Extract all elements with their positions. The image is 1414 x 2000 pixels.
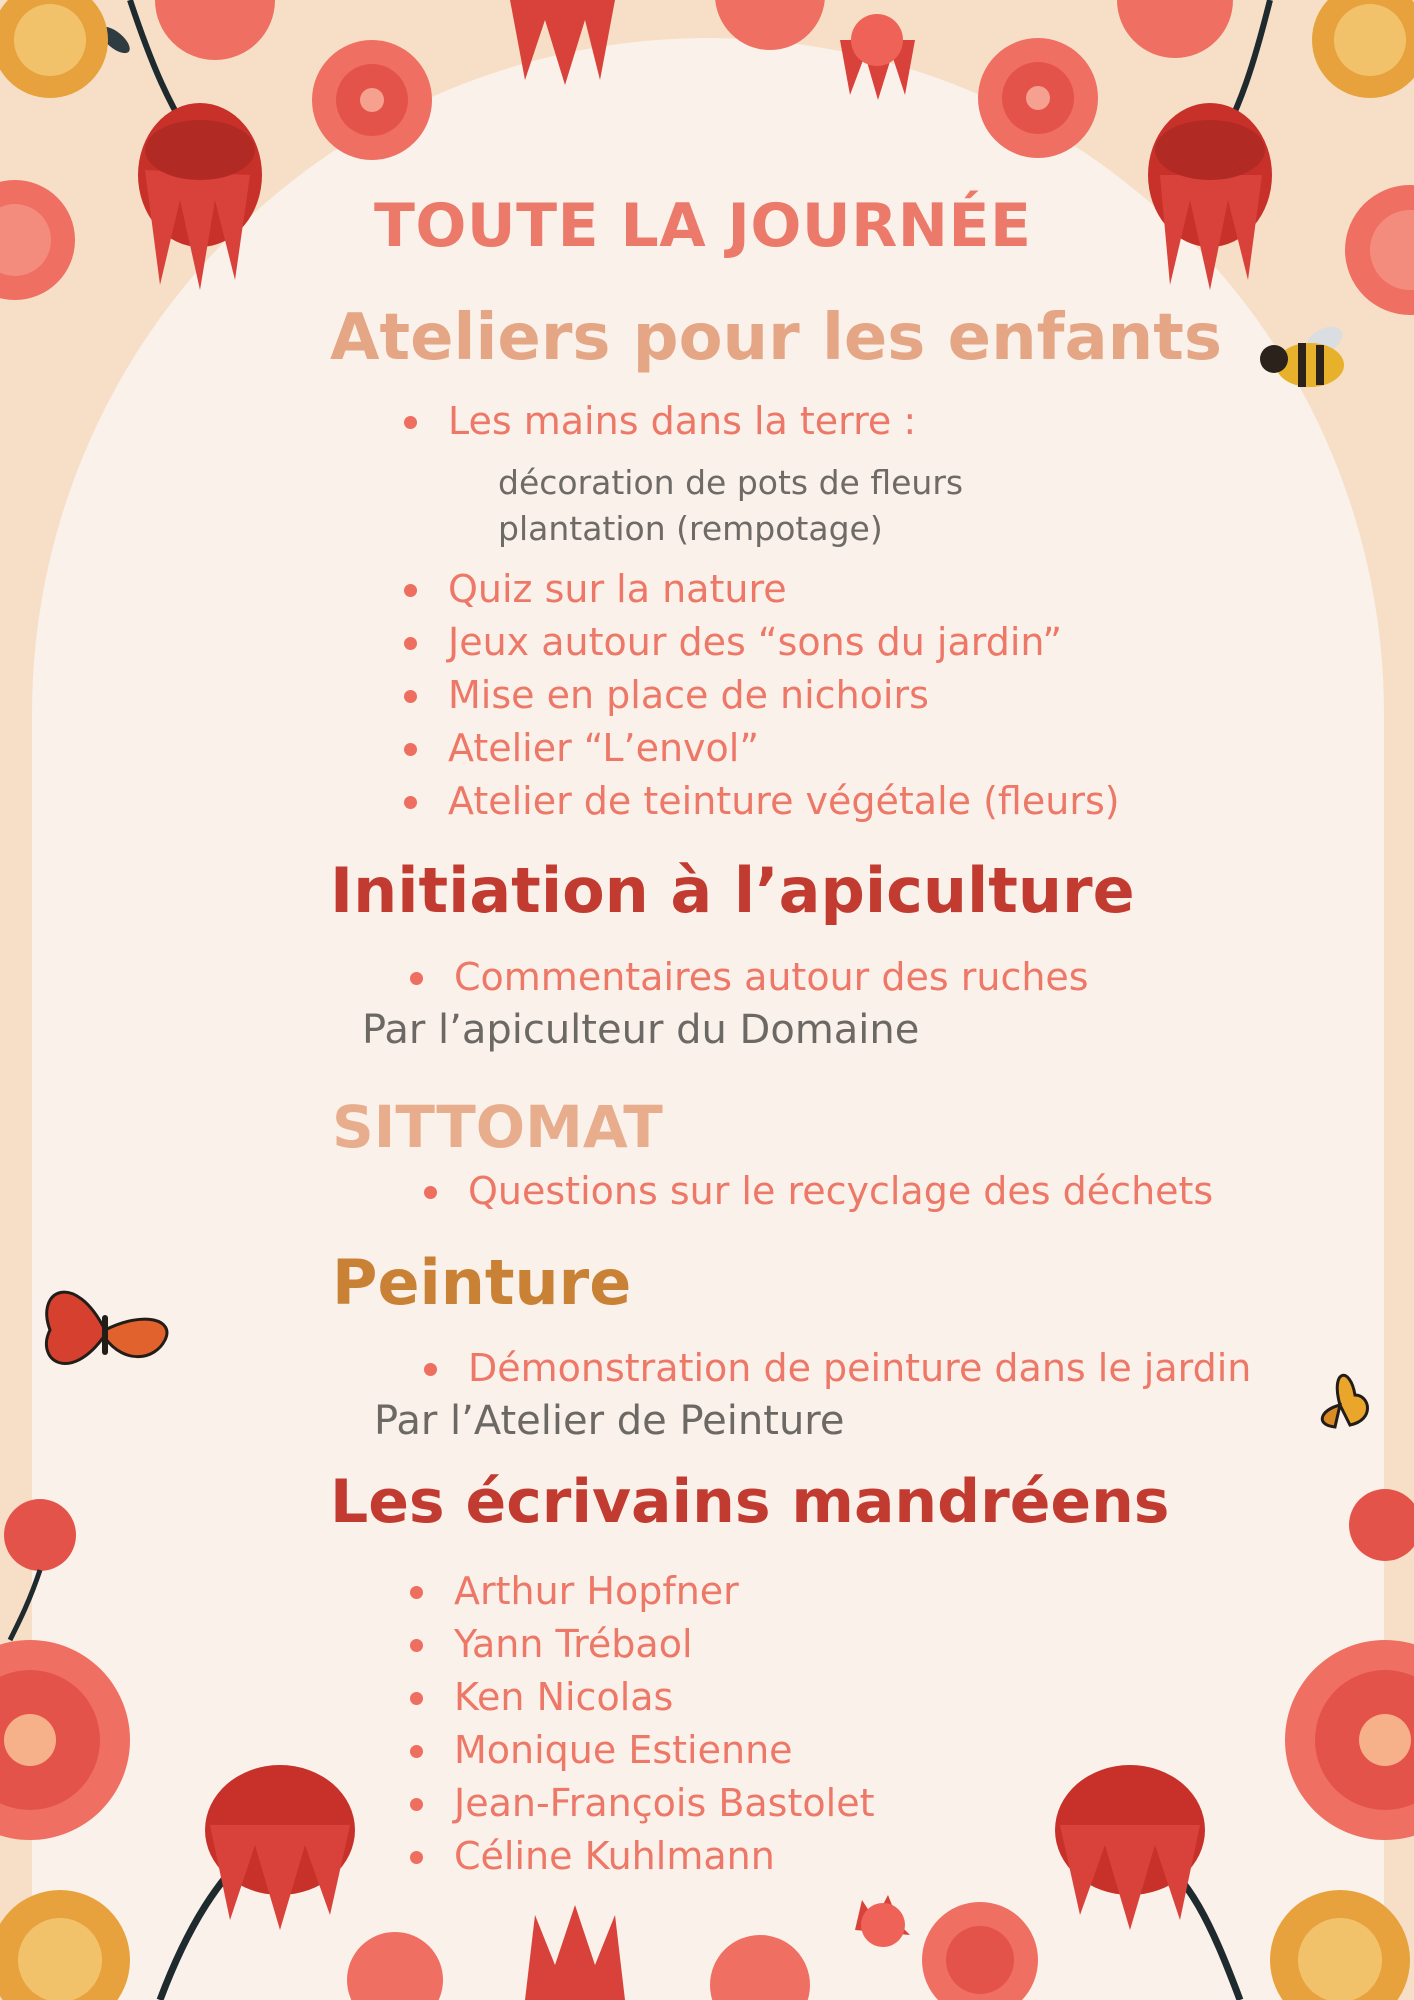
- section-heading-ecrivains: Les écrivains mandréens: [330, 1467, 1170, 1537]
- bullet-icon: [404, 796, 417, 809]
- list-item: Monique Estienne: [454, 1731, 793, 1769]
- list-item: Questions sur le recyclage des déchets: [468, 1172, 1213, 1210]
- bullet-icon: [404, 584, 417, 597]
- list-item: Démonstration de peinture dans le jardin: [468, 1349, 1251, 1387]
- sub-list-item: décoration de pots de fleurs: [498, 463, 964, 502]
- list-item: Jean-François Bastolet: [454, 1784, 874, 1822]
- list-item: Atelier de teinture végétale (fleurs): [448, 782, 1120, 820]
- section-heading-peinture: Peinture: [332, 1246, 632, 1319]
- list-item: Yann Trébaol: [454, 1625, 693, 1663]
- bullet-icon: [424, 1186, 437, 1199]
- section-heading-ateliers: Ateliers pour les enfants: [330, 301, 1222, 375]
- attribution-text: Par l’apiculteur du Domaine: [362, 1007, 920, 1053]
- list-item: Ken Nicolas: [454, 1678, 673, 1716]
- bullet-icon: [410, 1586, 423, 1599]
- bullet-icon: [410, 1692, 423, 1705]
- list-item: Jeux autour des “sons du jardin”: [448, 623, 1062, 661]
- bullet-icon: [404, 690, 417, 703]
- bullet-icon: [410, 1798, 423, 1811]
- bullet-icon: [410, 972, 423, 985]
- bullet-icon: [424, 1363, 437, 1376]
- section-heading-sittomat: SITTOMAT: [332, 1093, 663, 1161]
- list-item: Quiz sur la nature: [448, 570, 787, 608]
- sub-list-item: plantation (rempotage): [498, 509, 883, 548]
- bullet-icon: [404, 416, 417, 429]
- list-item: Commentaires autour des ruches: [454, 958, 1089, 996]
- section-heading-apiculture: Initiation à l’apiculture: [330, 854, 1135, 927]
- list-item: Céline Kuhlmann: [454, 1837, 775, 1875]
- list-item: Atelier “L’envol”: [448, 729, 759, 767]
- list-item: Mise en place de nichoirs: [448, 676, 929, 714]
- list-item: Les mains dans la terre :: [448, 402, 916, 440]
- page-title: TOUTE LA JOURNÉE: [374, 191, 1032, 261]
- attribution-text: Par l’Atelier de Peinture: [374, 1398, 845, 1444]
- bullet-icon: [404, 637, 417, 650]
- bullet-icon: [410, 1745, 423, 1758]
- bullet-icon: [404, 743, 417, 756]
- bullet-icon: [410, 1639, 423, 1652]
- list-item: Arthur Hopfner: [454, 1572, 739, 1610]
- bullet-icon: [410, 1851, 423, 1864]
